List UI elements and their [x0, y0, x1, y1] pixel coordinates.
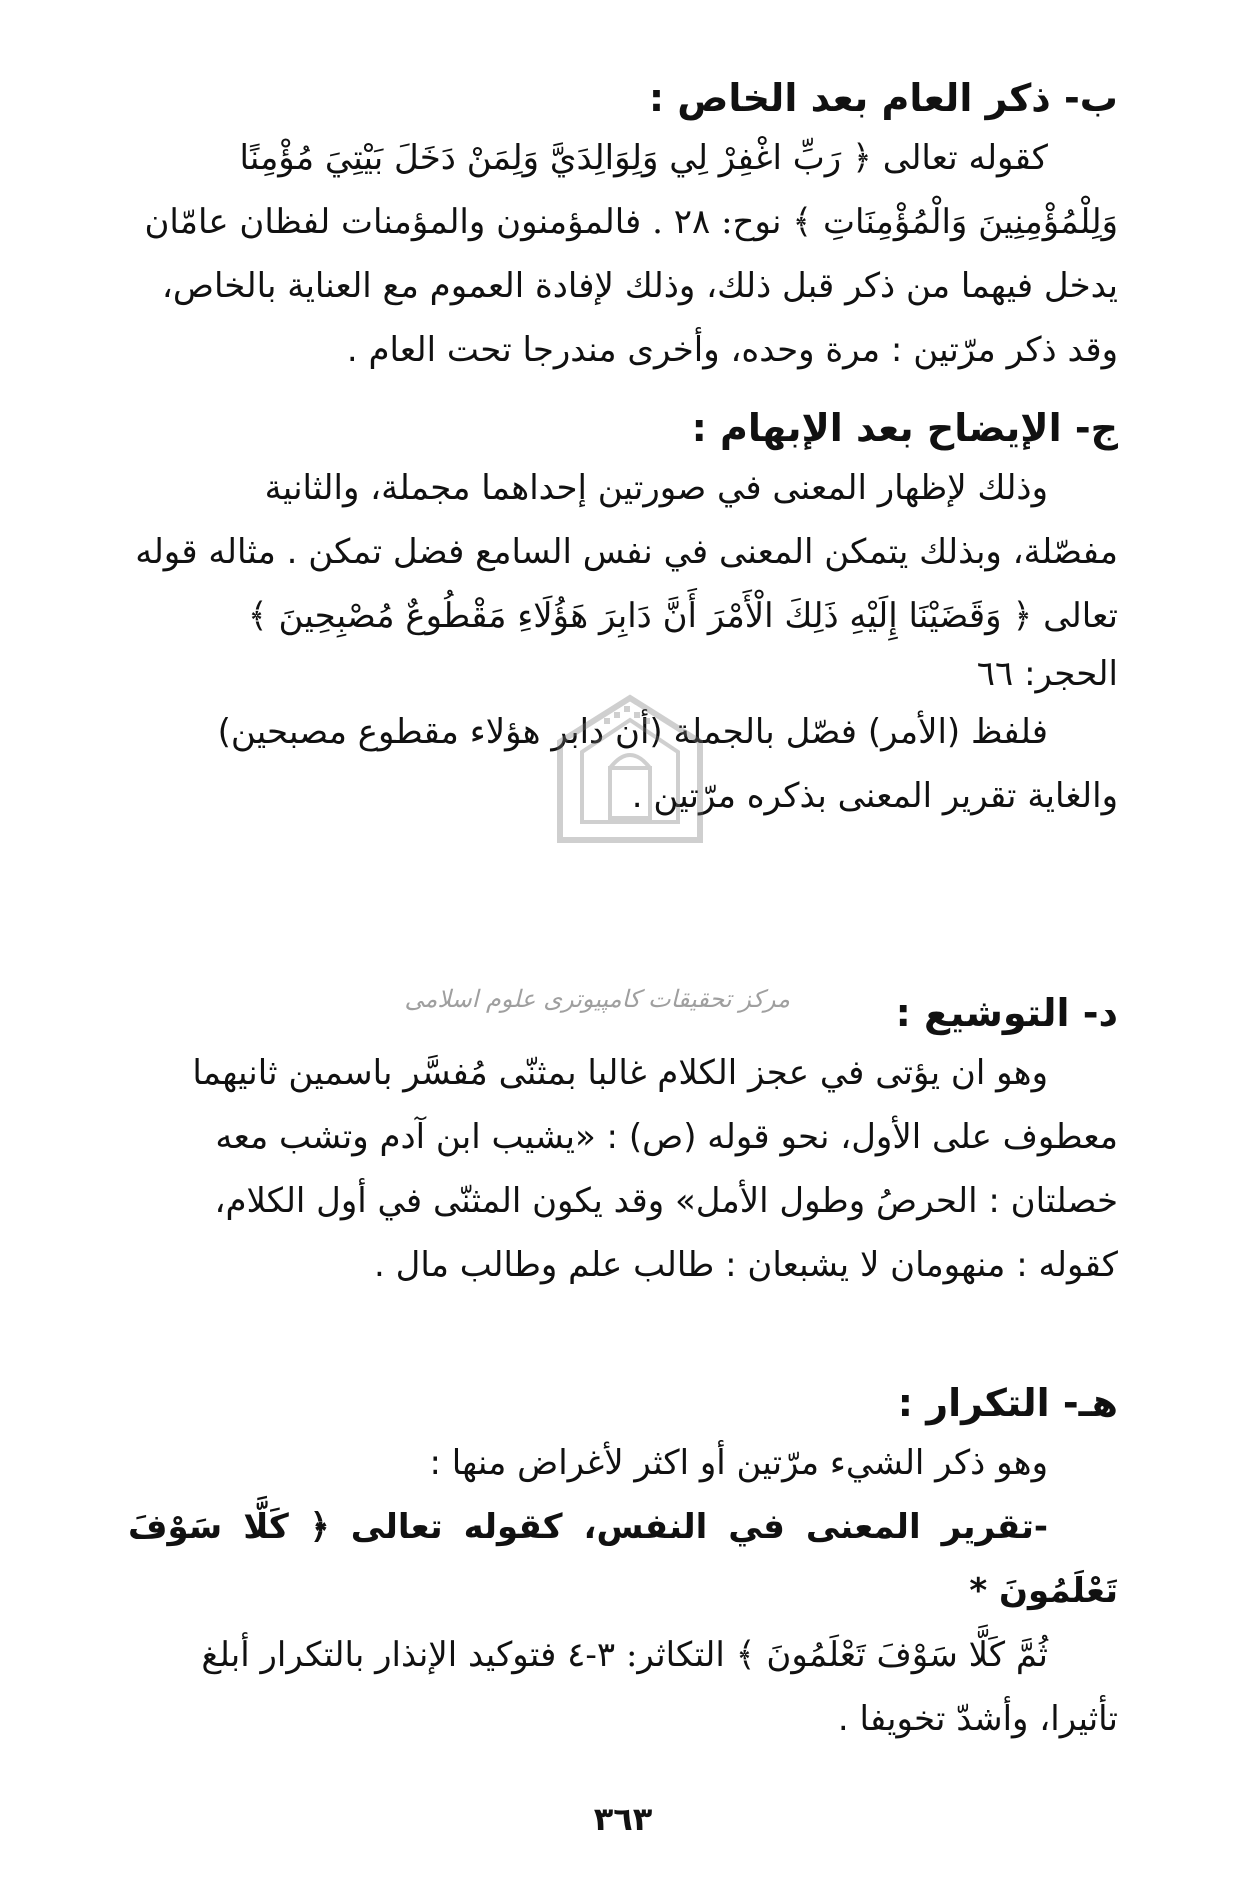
paragraph-line: وَلِلْمُؤْمِنِينَ وَالْمُؤْمِنَاتِ ﴾ نوح: ٢٨ . فالمؤمنون والمؤمنات لفظان عامّان	[144, 202, 1118, 242]
paragraph-line: وذلك لإظهار المعنى في صورتين إحداهما مجملة، والثانية	[264, 468, 1048, 508]
section-heading: د- التوشيع :	[895, 991, 1118, 1035]
paragraph-line: كقوله : منهومان لا يشبعان : طالب علم وطالب مال .	[374, 1245, 1118, 1285]
paragraph-line: -تقرير المعنى في النفس، كقوله تعالى ﴿ كَلَّا سَوْفَ تَعْلَمُونَ *	[128, 1507, 1118, 1611]
paragraph-line: وقد ذكر مرّتين : مرة وحده، وأخرى مندرجا تحت العام .	[346, 330, 1118, 370]
paragraph-line: كقوله تعالى ﴿ رَبِّ اغْفِرْ لِي وَلِوَالِدَيَّ وَلِمَنْ دَخَلَ بَيْتِيَ مُؤْمِنًا	[239, 138, 1048, 178]
section-tawshi	[128, 985, 1118, 1297]
watermark-text: مركز تحقيقات كامپيوترى علوم اسلامى	[404, 985, 790, 1013]
paragraph-line: تعالى ﴿ وَقَضَيْنَا إِلَيْهِ ذَلِكَ الْأَمْرَ أَنَّ دَابِرَ هَؤُلَاءِ مَقْطُوعٌ مُصْبِحِينَ ﴾	[247, 596, 1118, 636]
paragraph-line: الحجر: ٦٦	[976, 654, 1118, 694]
paragraph-line: فلفظ (الأمر) فصّل بالجملة (أن دابر هؤلاء مقطوع مصبحين)	[217, 712, 1048, 752]
paragraph-line: معطوف على الأول، نحو قوله (ص) : «يشيب ابن آدم وتشب معه	[215, 1117, 1118, 1157]
paragraph-line: وهو ذكر الشيء مرّتين أو اكثر لأغراض منها :	[429, 1443, 1048, 1483]
paragraph-line: وهو ان يؤتى في عجز الكلام غالبا بمثنّى مُفسَّر باسمين ثانيهما	[192, 1053, 1048, 1093]
paragraph-line: تأثيرا، وأشدّ تخويفا .	[837, 1699, 1118, 1739]
watermark-emblem-icon	[540, 690, 720, 860]
paragraph-line: والغاية تقرير المعنى بذكره مرّتين .	[631, 776, 1118, 816]
section-heading: ج- الإيضاح بعد الإبهام :	[691, 406, 1118, 450]
section-heading: هـ- التكرار :	[897, 1381, 1118, 1425]
paragraph-line: ثُمَّ كَلَّا سَوْفَ تَعْلَمُونَ ﴾ التكاثر: ٣-٤ فتوكيد الإنذار بالتكرار أبلغ	[201, 1635, 1048, 1675]
section-general-after-specific	[128, 70, 1118, 382]
paragraph-line: مفصّلة، وبذلك يتمكن المعنى في نفس السامع فضل تمكن . مثاله قوله	[135, 532, 1118, 572]
page-number: ٣٦٣	[593, 1800, 653, 1838]
section-heading: ب- ذكر العام بعد الخاص :	[648, 76, 1118, 120]
paragraph-line: يدخل فيهما من ذكر قبل ذلك، وذلك لإفادة العموم مع العناية بالخاص،	[161, 266, 1118, 306]
section-repetition	[128, 1375, 1118, 1751]
paragraph-line: خصلتان : الحرصُ وطول الأمل» وقد يكون المثنّى في أول الكلام،	[214, 1181, 1118, 1221]
